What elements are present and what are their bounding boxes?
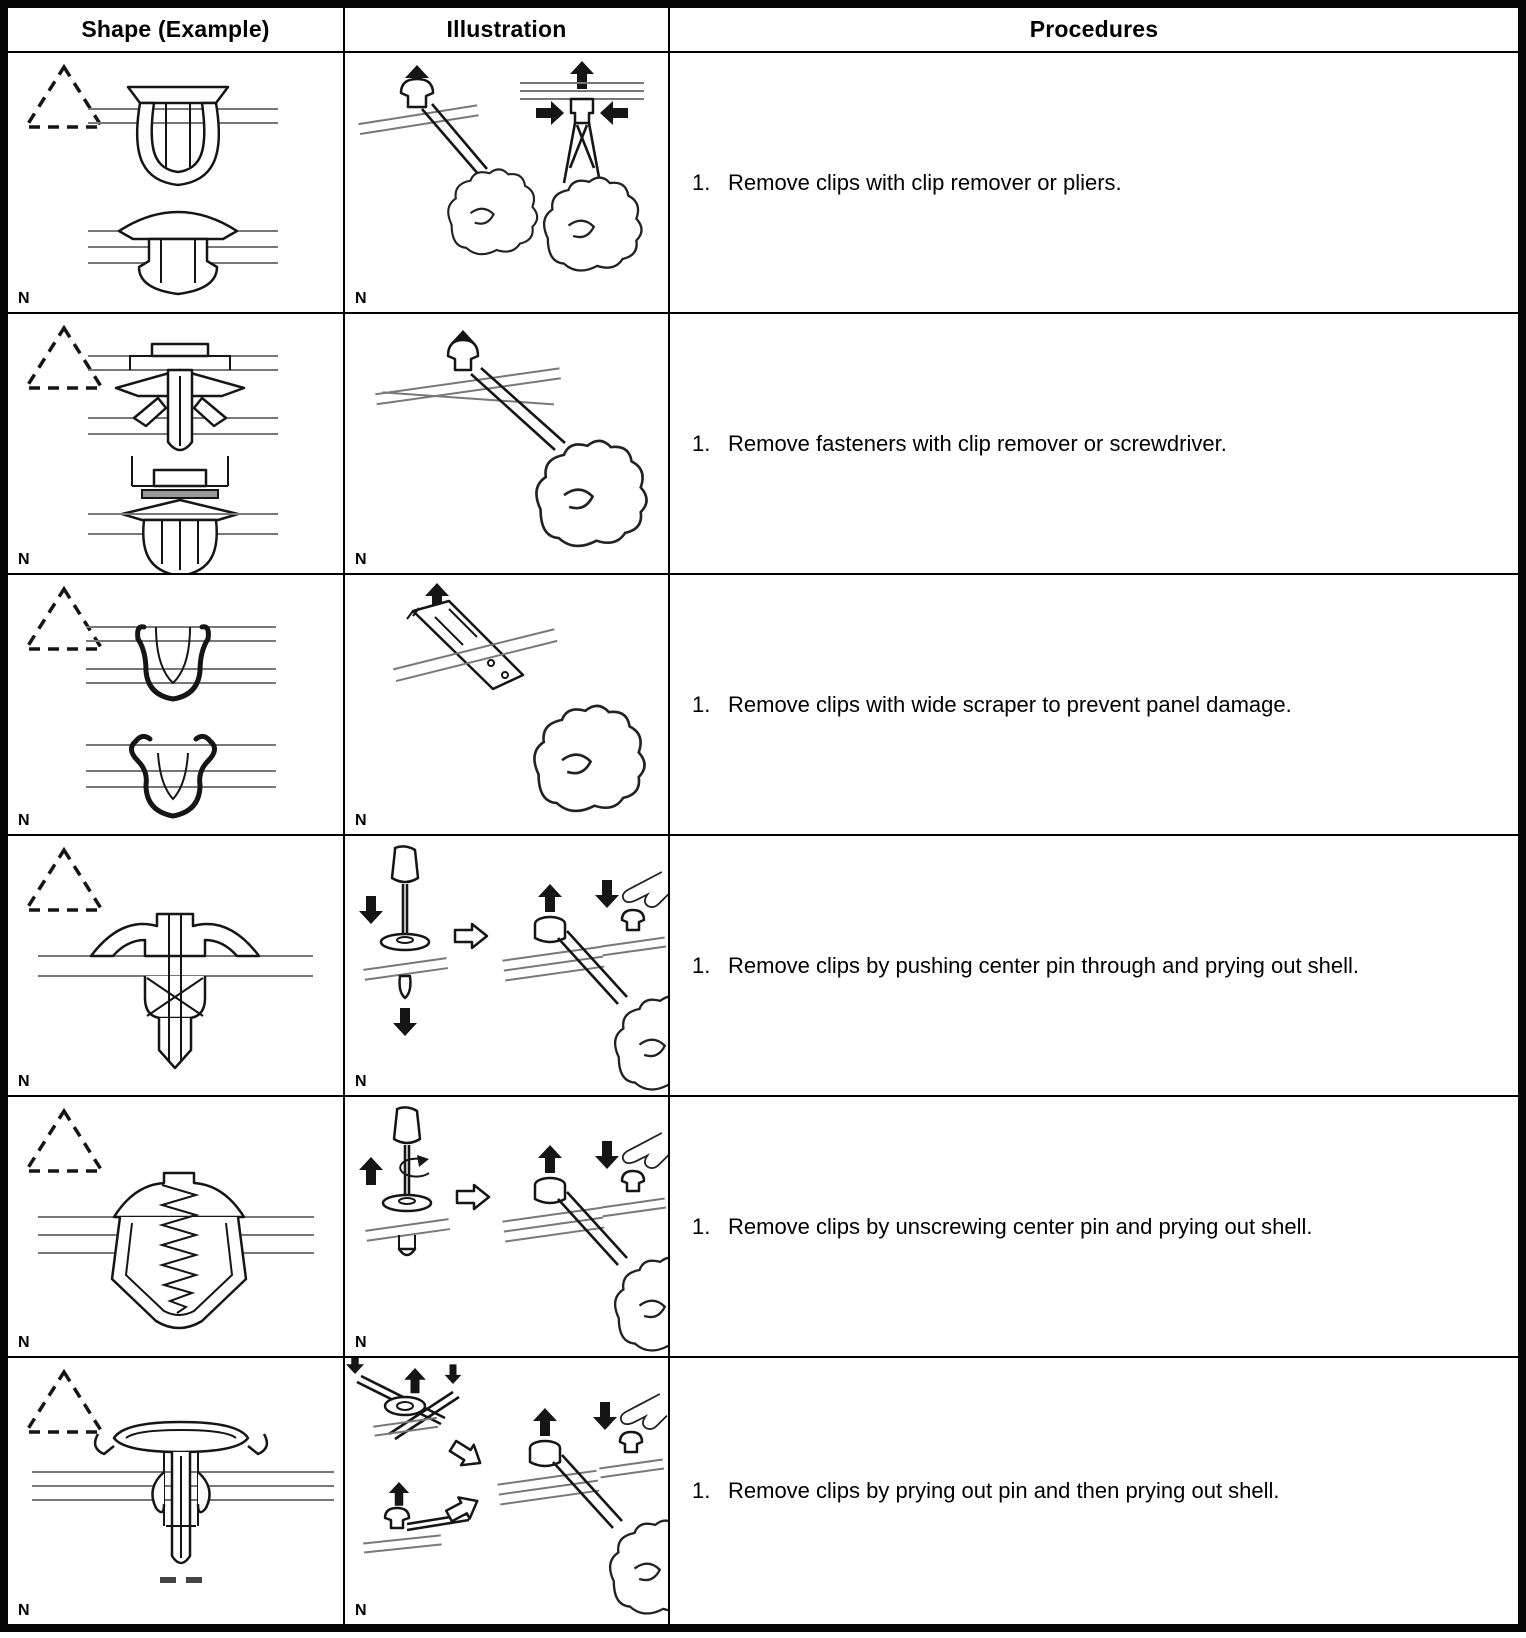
procedure-text: Remove fasteners with clip remover or screwdriver. — [728, 430, 1227, 456]
note-label: N — [355, 1334, 367, 1351]
screw-pin-clip-drawing — [8, 1097, 343, 1356]
push-pin-sequence-icon — [345, 836, 668, 1095]
up-arrow-icon — [538, 1145, 562, 1173]
up-arrow-icon — [404, 1368, 426, 1393]
note-label: N — [355, 1073, 367, 1090]
procedure-number: 1. — [692, 430, 711, 456]
shape-cell-row5 — [8, 1097, 345, 1356]
hollow-right-arrow-icon — [455, 924, 487, 948]
procedure-text: Remove clips by prying out pin and then prying out shell. — [728, 1478, 1280, 1503]
hand-icon — [536, 441, 646, 546]
warning-triangle-icon — [26, 1372, 102, 1432]
illustration-cell-row6 — [345, 1358, 670, 1624]
illustration-cell-row4 — [345, 836, 670, 1095]
table-header-row — [8, 8, 1518, 53]
procedure-text: Remove clips with wide scraper to prevent panel damage. — [728, 691, 1292, 717]
shape-cell-row1 — [8, 53, 345, 312]
procedure-text: Remove clips by pushing center pin through and prying out shell. — [728, 952, 1360, 978]
up-arrow-icon — [538, 884, 562, 912]
note-label: N — [18, 551, 30, 568]
procedure-number: 1. — [692, 691, 711, 717]
down-arrow-icon — [593, 1402, 617, 1430]
note-label: N — [355, 290, 367, 307]
procedure-cell-row2 — [670, 314, 1518, 573]
up-arrow-icon — [389, 1482, 409, 1506]
warning-triangle-icon — [26, 67, 102, 127]
table-row — [8, 53, 1518, 314]
metal-spring-clip-drawing — [8, 575, 343, 834]
shape-cell-row6 — [8, 1358, 345, 1624]
procedure-cell-row3 — [670, 575, 1518, 834]
wide-scraper-icon — [345, 575, 668, 834]
shape-cell-row4 — [8, 836, 345, 1095]
push-in-clip-drawing — [8, 53, 343, 312]
table-row — [8, 1097, 1518, 1358]
down-arrow-icon — [393, 1008, 417, 1036]
table-header-illustration: Illustration — [345, 8, 670, 51]
umbrella-flange-fastener-drawing — [8, 314, 343, 573]
table-row — [8, 314, 1518, 575]
screwdriver-tool — [392, 846, 418, 882]
push-pin-rivet-clip-drawing — [8, 836, 343, 1095]
note-label: N — [355, 1602, 367, 1619]
flat-head-pin-clip-drawing — [8, 1358, 343, 1624]
illustration-cell-row2 — [345, 314, 670, 573]
hand-icon — [534, 706, 644, 811]
hand-icon — [448, 169, 537, 254]
table-row — [8, 836, 1518, 1097]
illustration-cell-row3 — [345, 575, 670, 834]
note-label: N — [18, 1073, 30, 1090]
procedure-number: 1. — [692, 1478, 711, 1503]
note-label: N — [18, 1334, 30, 1351]
clip-remover-prying-icon — [345, 314, 668, 573]
down-arrow-icon — [346, 1358, 364, 1374]
note-label: N — [355, 551, 367, 568]
up-arrow-icon — [533, 1408, 557, 1436]
procedure-cell-row5 — [670, 1097, 1518, 1356]
procedure-cell-row4 — [670, 836, 1518, 1095]
pointing-finger-icon — [623, 872, 668, 907]
procedure-text: Remove clips with clip remover or pliers. — [728, 169, 1122, 195]
pointing-finger-icon — [621, 1394, 667, 1429]
hollow-right-arrow-icon — [457, 1185, 489, 1209]
illustration-cell-row5 — [345, 1097, 670, 1356]
warning-triangle-icon — [26, 328, 102, 388]
hand-icon — [615, 997, 668, 1090]
down-arrow-icon — [595, 1141, 619, 1169]
clip-remover-and-pliers-icon — [345, 53, 668, 312]
pliers-tool — [564, 123, 600, 183]
wide-scraper-tool — [413, 601, 523, 689]
procedure-text: Remove clips by unscrewing center pin and prying out shell. — [728, 1213, 1313, 1239]
right-arrow-icon — [536, 101, 564, 125]
warning-triangle-icon — [26, 1111, 102, 1171]
procedure-cell-row1 — [670, 53, 1518, 312]
screwdriver-tool — [394, 1107, 420, 1143]
note-label: N — [18, 812, 30, 829]
procedure-cell-row6 — [670, 1358, 1518, 1624]
table-header-shape: Shape (Example) — [8, 8, 345, 51]
shape-cell-row2 — [8, 314, 345, 573]
table-row — [8, 575, 1518, 836]
hand-icon — [610, 1521, 668, 1614]
note-label: N — [18, 290, 30, 307]
procedure-number: 1. — [692, 1213, 711, 1239]
table-row — [8, 1358, 1518, 1624]
procedure-number: 1. — [692, 952, 711, 978]
warning-triangle-icon — [26, 850, 102, 910]
illustration-cell-row1 — [345, 53, 670, 312]
left-arrow-icon — [600, 101, 628, 125]
pointing-finger-icon — [623, 1133, 668, 1168]
note-label: N — [355, 812, 367, 829]
down-arrow-icon — [445, 1364, 462, 1384]
table-header-procedures: Procedures — [1029, 16, 1159, 42]
unscrew-pin-sequence-icon — [345, 1097, 668, 1356]
down-arrow-icon — [595, 880, 619, 908]
hollow-arrow-icon — [447, 1436, 487, 1473]
pry-pin-sequence-icon — [345, 1358, 668, 1624]
down-arrow-icon — [359, 896, 383, 924]
note-label: N — [18, 1602, 30, 1619]
up-arrow-icon — [570, 61, 594, 89]
up-arrow-icon — [359, 1157, 383, 1185]
hand-icon — [544, 178, 641, 271]
hand-icon — [615, 1258, 668, 1351]
procedure-number: 1. — [692, 169, 711, 195]
shape-cell-row3 — [8, 575, 345, 834]
